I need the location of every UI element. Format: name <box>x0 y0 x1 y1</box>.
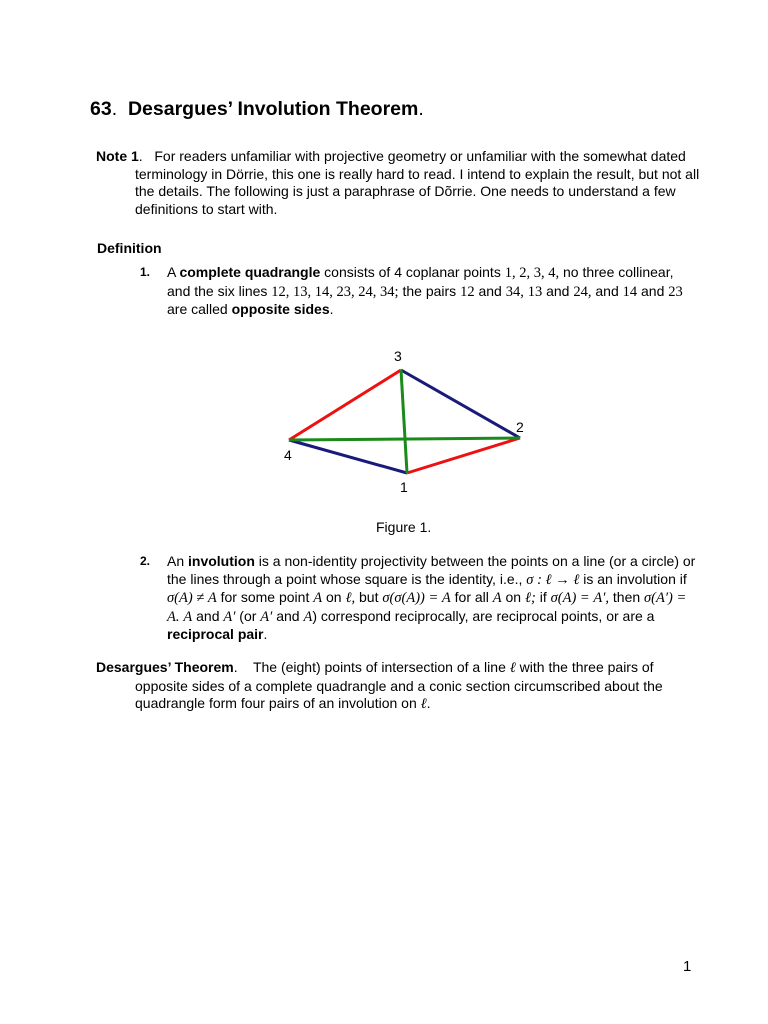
note-1: Note 1. For readers unfamiliar with projective geometry or unfamiliar with the somewhat dated terminology in Dörrie, this one is really hard to read. I intend to explain the result, but not all the details. The following is just a paraphrase of Dõrrie. One needs to understand a few definitions to start with. <box>96 148 700 217</box>
page-title: 63. Desargues’ Involution Theorem. <box>90 98 424 120</box>
note-text: For readers unfamiliar with projective geometry or unfamiliar with the somewhat dated terminology in Dörrie, this one is really hard to read. I intend to explain the result, but not all the details. The following is just a paraphrase of Dõrrie. One needs to understand a few definitions to start with. <box>135 148 700 217</box>
side-24 <box>289 438 520 440</box>
figure-caption: Figure 1. <box>376 519 432 535</box>
side-14 <box>289 440 407 473</box>
definition-item-1: 1. A complete quadrangle consists of 4 coplanar points 1, 2, 3, 4, no three collinear, and the six lines 12, 13, 14, 23, 24, 34; the pairs 12 and 34, 13 and 24, and 14 and 23 are called opposite sides. <box>140 264 683 317</box>
note-label: Note 1 <box>96 148 139 164</box>
label-point-3: 3 <box>394 348 402 364</box>
definition-item-2: 2. An involution is a non-identity projectivity between the points on a line (or a circle) or the lines through a point whose square is the identity, i.e., σ : ℓ → ℓ is an involution if σ(A) ≠ A for some point A on ℓ, but σ(σ(A)) = A for all A on ℓ; if σ(A) = A′, then σ(A′) = A. A and A′ (or A′ and A) correspond reciprocally, are reciprocal points, or are a reciprocal pair. <box>140 553 696 642</box>
item-number: 1. <box>140 265 151 279</box>
section-number: 63 <box>90 98 112 120</box>
section-title: Desargues’ Involution Theorem <box>127 98 419 120</box>
points-list: 1, 2, 3, 4, <box>504 265 560 281</box>
label-point-1: 1 <box>400 479 408 495</box>
side-12 <box>407 438 520 473</box>
label-point-2: 2 <box>516 419 524 435</box>
side-34 <box>289 370 401 440</box>
figure-complete-quadrangle <box>270 342 540 502</box>
lines-list: 12, 13, 14, 23, 24, 34; <box>271 283 399 300</box>
term-involution: involution <box>188 553 255 569</box>
definition-heading: Definition <box>97 240 162 256</box>
theorem-label: Desargues’ Theorem <box>96 659 234 675</box>
label-point-4: 4 <box>284 447 292 463</box>
term-complete-quadrangle: complete quadrangle <box>179 264 321 280</box>
page-number: 1 <box>683 958 692 975</box>
side-13 <box>401 370 407 473</box>
item-number: 2. <box>140 554 151 568</box>
desargues-theorem: Desargues’ Theorem. The (eight) points of intersection of a line ℓ with the three pairs of opposite sides of a complete quadrangle and a conic section circumscribed about the quadrangle form four pairs of an involution on ℓ. <box>96 659 663 712</box>
term-reciprocal-pair: reciprocal pair <box>167 626 264 642</box>
side-23 <box>401 370 520 438</box>
term-opposite-sides: opposite sides <box>231 301 330 317</box>
